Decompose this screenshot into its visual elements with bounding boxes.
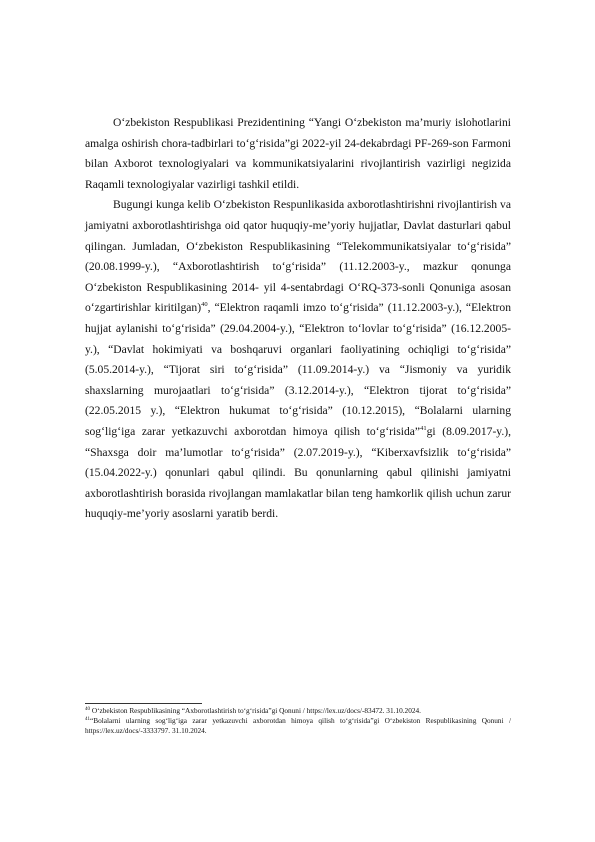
footnote-41: [85, 716, 511, 736]
body-text: [85, 113, 511, 525]
paragraph-2: [85, 195, 511, 525]
footnote-40: [85, 706, 511, 716]
paragraph-2-part-1: Bugungi kunga kelib O‘zbekiston Respunlikasida axborotlashtirishni rivojlantirish va jamiyatni axborotlashtirishga oid qator huquqiy-me’yoriy hujjatlar, Davlat dasturlari qabul qilingan. Jumladan, O‘zbekiston Respublikasining “Telekommunikatsiyalar to‘g‘risida” (20.08.1999-y.), “Axborotlashtirish to‘g‘risida” (11.12.2003-y., mazkur qonunga O‘zbekiston Respublikasining 2014- yil 4-sentabrdagi O‘RQ-373-sonli Qonuniga asosan o‘zgartirishlar kiritilgan): [85, 198, 511, 315]
footnotes: [85, 706, 511, 737]
footnote-ref-41[interactable]: 41: [420, 424, 427, 432]
footnote-40-mark: 40: [85, 707, 90, 712]
footnote-41-mark: 41: [85, 717, 90, 723]
paragraph-1: [85, 113, 511, 195]
footnote-separator: [85, 703, 202, 704]
footnote-41-text: “Bolalarni ularning sog‘lig‘iga zarar yetkazuvchi axborotdan himoya qilish to‘g‘risida”gi O‘zbekiston Respublikasining Qonuni / https://lex.uz/docs/-3333797. 31.10.2024.: [85, 716, 511, 736]
paragraph-1-text: O‘zbekiston Respublikasi Prezidentining “Yangi O‘zbekiston ma’muriy islohotlarini amalga oshirish chora-tadbirlari to‘g‘risida”gi 2022-yil 24-dekabrdagi PF-269-son Farmoni bilan Axborot texnologiyalari va kommunikatsiyalarini rivojlantirish vazirligi negizida Raqamli texnologiyalar vazirligi tashkil etildi.: [85, 116, 511, 191]
footnote-ref-40[interactable]: 40: [201, 301, 208, 309]
paragraph-2-part-2: , “Elektron raqamli imzo to‘g‘risida” (11.12.2003-y.), “Elektron hujjat aylanishi to‘g‘risida” (29.04.2004-y.), “Elektron to‘lovlar to‘g‘risida” (16.12.2005-y.), “Davlat hokimiyati va boshqaruvi organlari faoliyatining ochiqligi to‘g‘risida” (5.05.2014-y.), “Tijorat siri to‘g‘risida” (11.09.2014-y.) va “Jismoniy va yuridik shaxslarning murojaatlari to‘g‘risida” (3.12.2014-y.), “Elektron tijorat to‘g‘risida” (22.05.2015 y.), “Elektron hukumat to‘g‘risida” (10.12.2015), “Bolalarni ularning sog‘lig‘iga zarar yetkazuvchi axborotdan himoya qilish to‘g‘risida”: [85, 301, 512, 438]
paragraph-2-part-3: gi (8.09.2017-y.), “Shaxsga doir ma’lumotlar to‘g‘risida” (2.07.2019-y.), “Kiberxavfsizlik to‘g‘risida” (15.04.2022-y.) qonunlari qabul qilindi. Bu qonunlarning qabul qilinishi jamiyatni axborotlashtirish borasida rivojlangan mamlakatlar bilan teng hamkorlik qilish uchun zarur huquqiy-me’yoriy asoslarni yaratib berdi.: [85, 424, 512, 521]
footnote-40-text: O‘zbekiston Respublikasining “Axborotlashtirish to‘g‘risida”gi Qonuni / https://lex.uz/docs/-83472. 31.10.2024.: [90, 706, 421, 715]
